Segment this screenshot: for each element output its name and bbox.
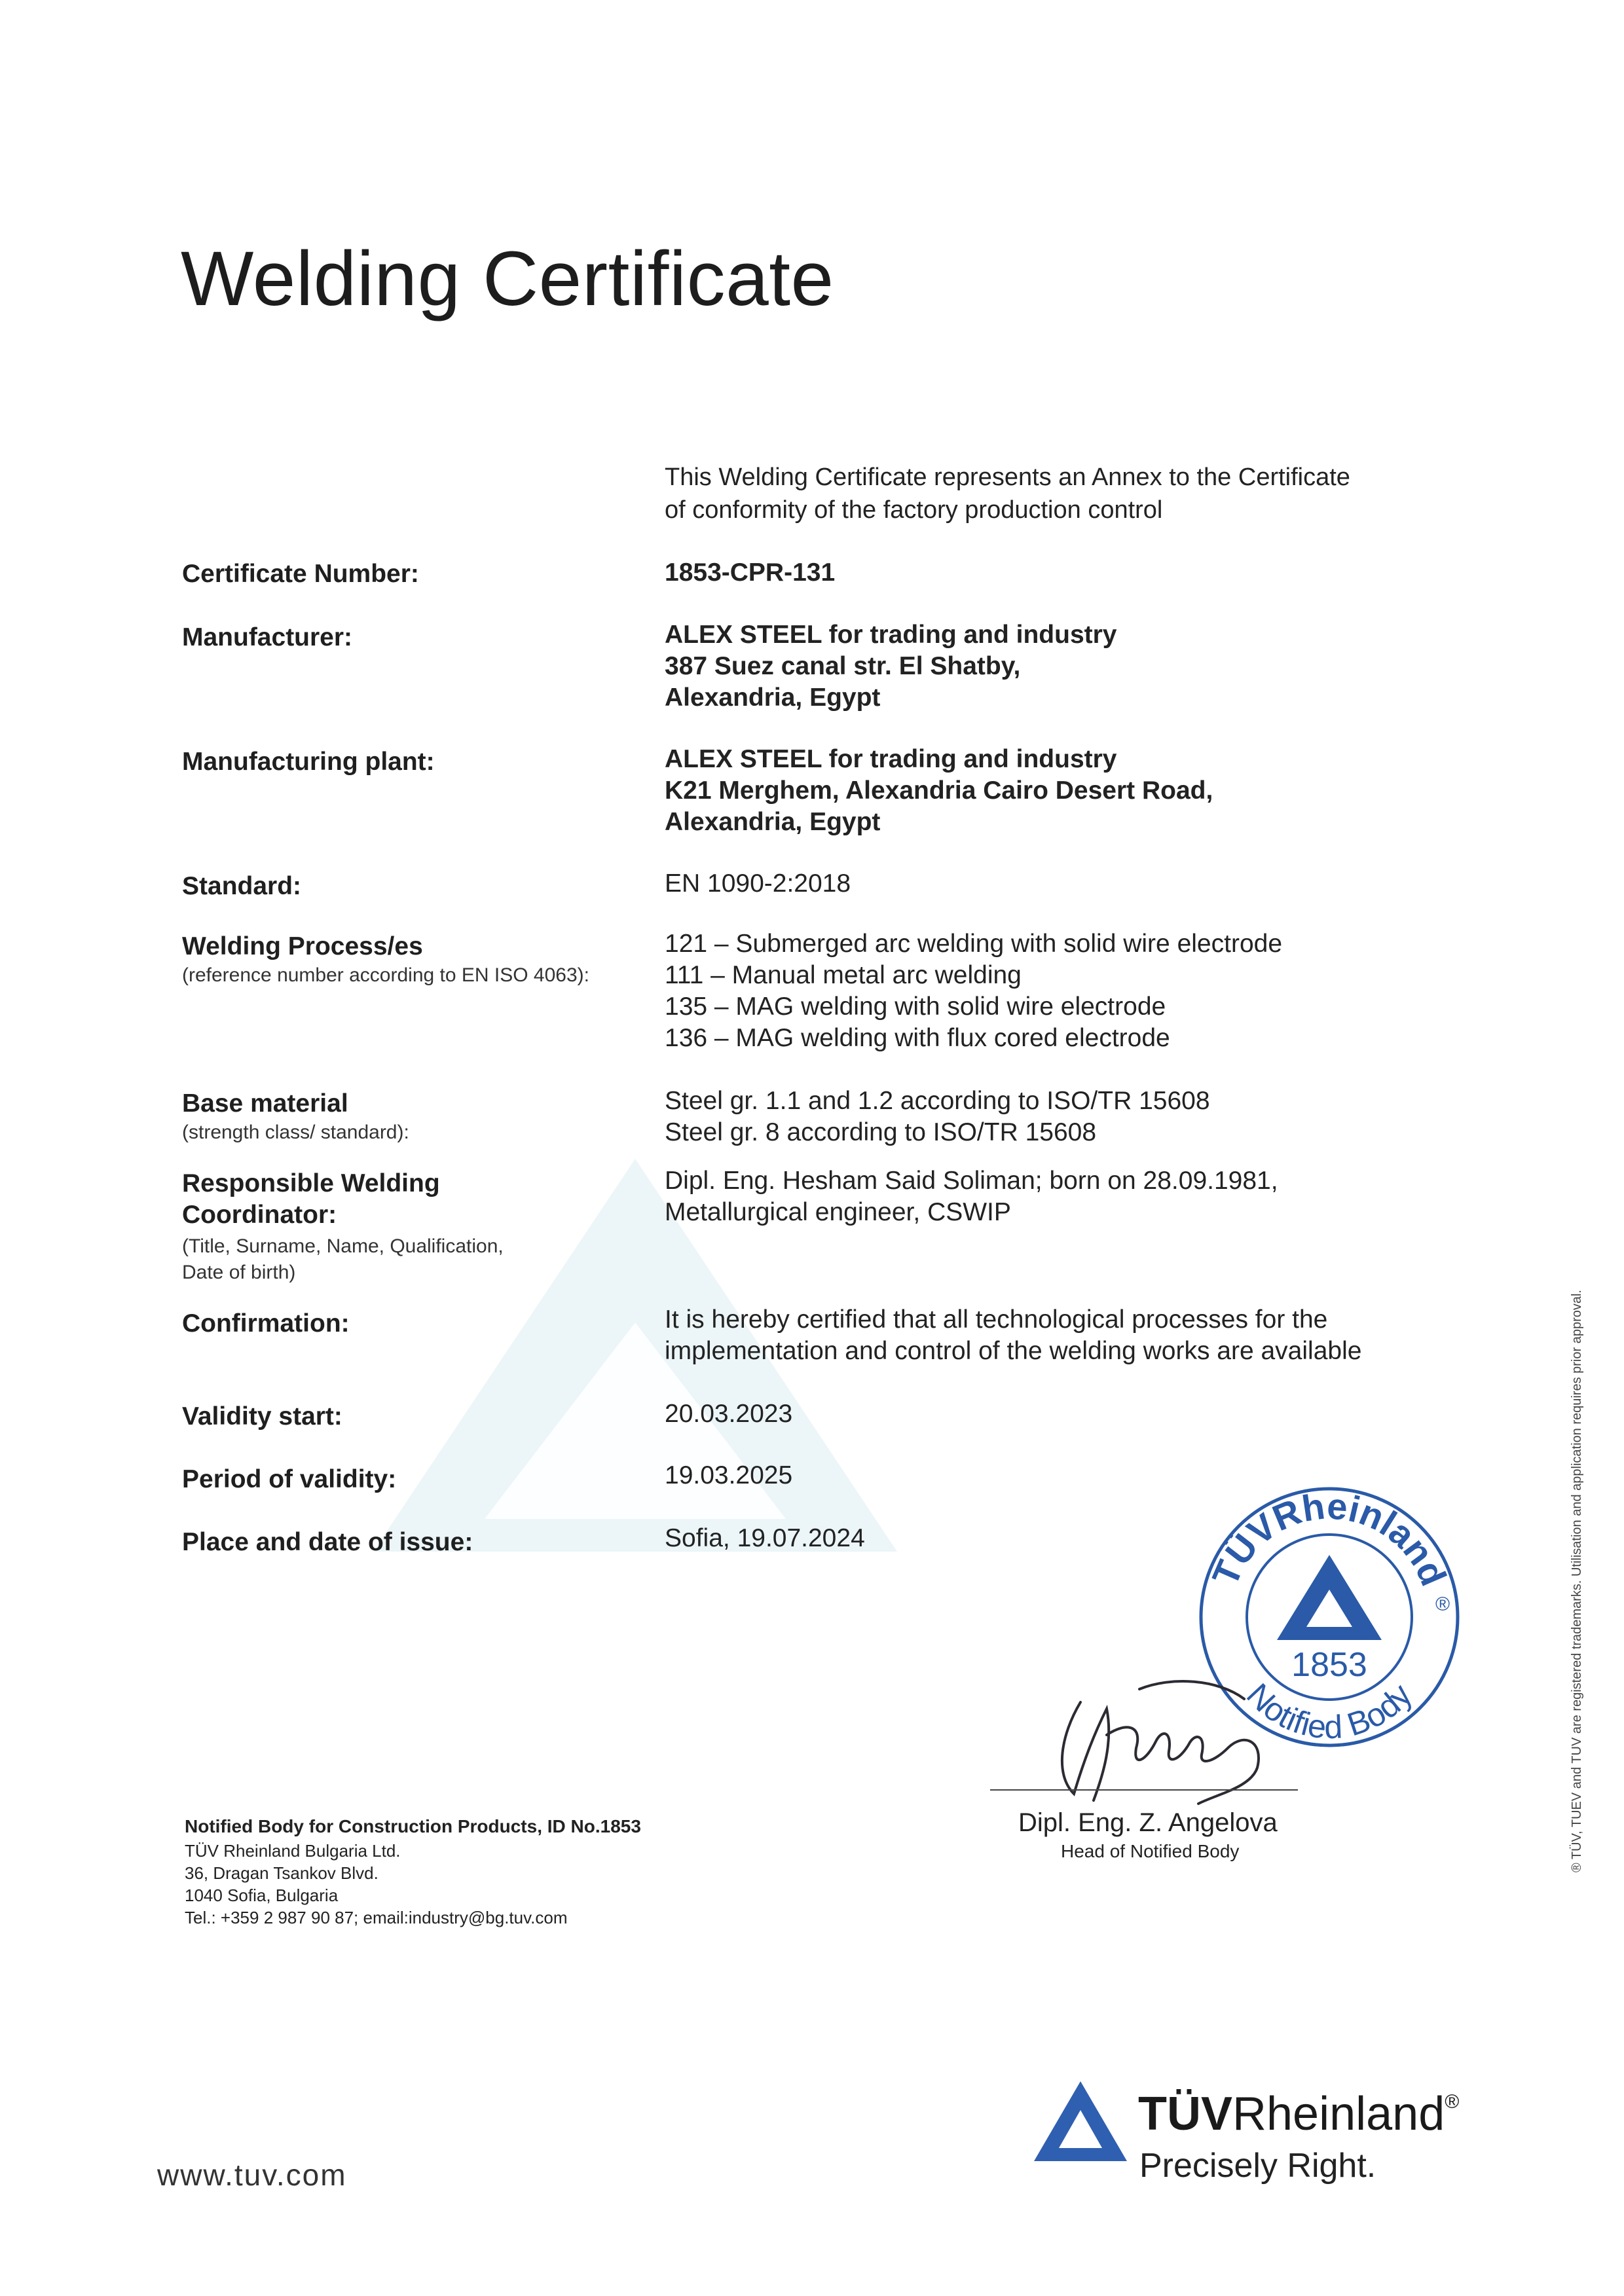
seal-top-text: TÜVRheinland [1204,1485,1455,1592]
base-material-sublabel: (strength class/ standard): [182,1121,409,1143]
plant-label: Manufacturing plant: [182,748,435,776]
issue-label: Place and date of issue: [182,1528,473,1556]
certificate-number-label: Certificate Number: [182,560,419,588]
signature-line [990,1789,1298,1791]
seal-triangle-icon [1277,1555,1382,1640]
tuv-tagline: Precisely Right. [1139,2147,1376,2185]
standard-label: Standard: [182,872,302,900]
seal-registered-mark: ® [1435,1594,1450,1615]
certificate-number-value: 1853-CPR-131 [665,558,836,587]
coordinator-value: Dipl. Eng. Hesham Said Soliman; born on 28.09.1981, Metallurgical engineer, CSWIP [665,1167,1278,1226]
base-material-value: Steel gr. 1.1 and 1.2 according to ISO/TR 15608 Steel gr. 8 according to ISO/TR 15608 [665,1087,1210,1146]
validity-start-value: 20.03.2023 [665,1400,793,1428]
trademark-note: ® TÜV, TUEV and TUV are registered trademarks. Utilisation and application requires prior approval. [1570,1290,1584,1872]
base-material-label: Base material [182,1089,348,1118]
validity-period-label: Period of validity: [182,1465,397,1493]
manufacturer-label: Manufacturer: [182,623,353,651]
coordinator-label: Responsible Welding Coordinator: [182,1169,440,1229]
tuv-brand-name: TÜVRheinland® [1138,2088,1460,2140]
website: www.tuv.com [157,2158,347,2192]
signer-name: Dipl. Eng. Z. Angelova [1018,1808,1278,1837]
signer-role: Head of Notified Body [1061,1841,1240,1861]
plant-value: ALEX STEEL for trading and industry K21 Merghem, Alexandria Cairo Desert Road, Alexandria, Egypt [665,745,1213,836]
page-title: Welding Certificate [181,236,834,322]
intro-text: This Welding Certificate represents an Annex to the Certificate of conformity of the factory production control [665,464,1350,524]
manufacturer-value: ALEX STEEL for trading and industry 387 Suez canal str. El Shatby, Alexandria, Egypt [665,621,1117,712]
tuv-logo-triangle-icon [1031,2079,1130,2164]
signature [1022,1663,1323,1807]
standard-value: EN 1090-2:2018 [665,869,851,898]
confirmation-label: Confirmation: [182,1309,350,1338]
seal-bottom-text: Notified Body [1239,1676,1419,1746]
seal-number: 1853 [1291,1646,1367,1684]
processes-value: 121 – Submerged arc welding with solid wire electrode 111 – Manual metal arc welding 135 – MAG welding with solid wire electrode 136 – MAG welding with flux cored electrode [665,930,1283,1052]
validity-period-value: 19.03.2025 [665,1461,793,1489]
validity-start-label: Validity start: [182,1402,342,1430]
processes-label: Welding Process/es [182,932,423,960]
issue-value: Sofia, 19.07.2024 [665,1524,865,1552]
coordinator-sublabel: (Title, Surname, Name, Qualification, Date of birth) [182,1235,504,1283]
footer-address: Notified Body for Construction Products, ID No.1853 TÜV Rheinland Bulgaria Ltd. 36, Dragan Tsankov Blvd. 1040 Sofia, Bulgaria Tel.: +359 2 987 90 87; email:industry@bg.tuv.com [185,1816,641,1927]
processes-sublabel: (reference number according to EN ISO 4063): [182,964,589,986]
confirmation-value: It is hereby certified that all technological processes for the implementation and control of the welding works are available [665,1305,1362,1365]
